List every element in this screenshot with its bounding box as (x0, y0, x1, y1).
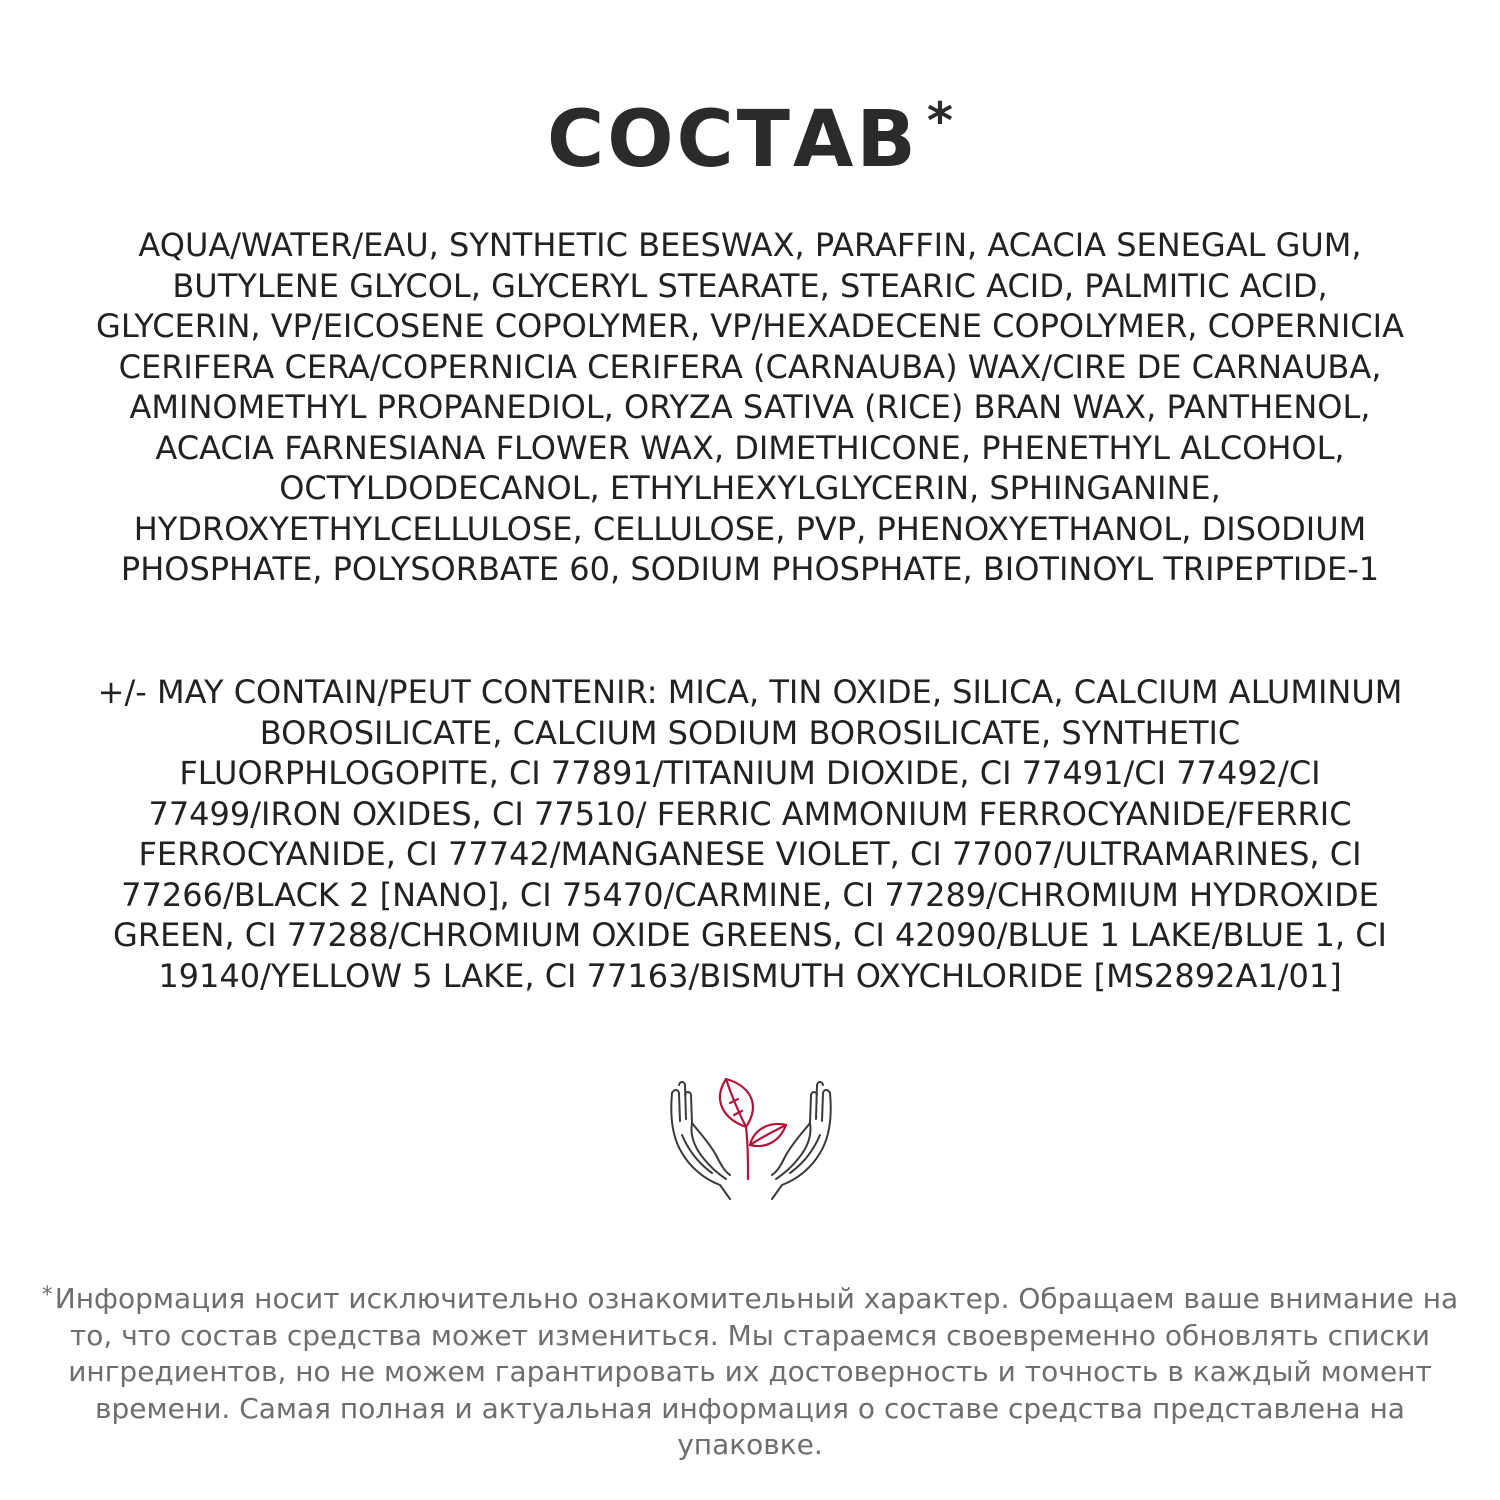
disclaimer-footnote (40, 1278, 1460, 1464)
footnote-text: Информация носит исключительно ознакомительный характер. Обращаем ваше внимание на то, что состав средства может измениться. Мы стараемся своевременно обновлять списки ингредиентов, но не можем гарантировать их достоверность и точность в каждый момент времени. Самая полная и актуальная информация о составе средства представлена на упаковке. (54, 1282, 1459, 1461)
hands-holding-plant-icon (668, 1075, 834, 1201)
footnote-asterisk: * (41, 1283, 53, 1308)
may-contain-list: +/- MAY CONTAIN/PEUT CONTENIR: MICA, TIN OXIDE, SILICA, CALCIUM ALUMINUM BOROSILICATE, CALCIUM SODIUM BOROSILICATE, SYNTHETIC FLUORPHLOGOPITE, CI 77891/TITANIUM DIOXIDE, CI 77491/CI 77492/CI 77499/IRON OXIDES, CI 77510/ FERRIC AMMONIUM FERROCYANIDE/FERRIC FERROCYANIDE, CI 77742/MANGANESE VIOLET, CI 77007/ULTRAMARINES, CI 77266/BLACK 2 [NANO], CI 75470/CARMINE, CI 77289/CHROMIUM HYDROXIDE GREEN, CI 77288/CHROMIUM OXIDE GREENS, CI 42090/BLUE 1 LAKE/BLUE 1, CI 19140/YELLOW 5 LAKE, CI 77163/BISMUTH OXYCHLORIDE [MS2892A1/01] (97, 673, 1403, 995)
title-text: СОСТАВ (547, 95, 919, 185)
ingredients-list: AQUA/WATER/EAU, SYNTHETIC BEESWAX, PARAFFIN, ACACIA SENEGAL GUM, BUTYLENE GLYCOL, GLYCERYL STEARATE, STEARIC ACID, PALMITIC ACID, GLYCERIN, VP/EICOSENE COPOLYMER, VP/HEXADECENE COPOLYMER, COPERNICIA CERIFERA CERA/COPERNICIA CERIFERA (CARNAUBA) WAX/CIRE DE CARNAUBA, AMINOMETHYL PROPANEDIOL, ORYZA SATIVA (RICE) BRAN WAX, PANTHENOL, ACACIA FARNESIANA FLOWER WAX, DIMETHICONE, PHENETHYL ALCOHOL, OCTYLDODECANOL, ETHYLHEXYLGLYCERIN, SPHINGANINE, HYDROXYETHYLCELLULOSE, CELLULOSE, PVP, PHENOXYETHANOL, DISODIUM PHOSPHATE, POLYSORBATE 60, SODIUM PHOSPHATE, BIOTINOYL TRIPEPTIDE-1 (96, 226, 1404, 588)
page-title (0, 92, 1500, 185)
title-asterisk: * (926, 92, 953, 150)
